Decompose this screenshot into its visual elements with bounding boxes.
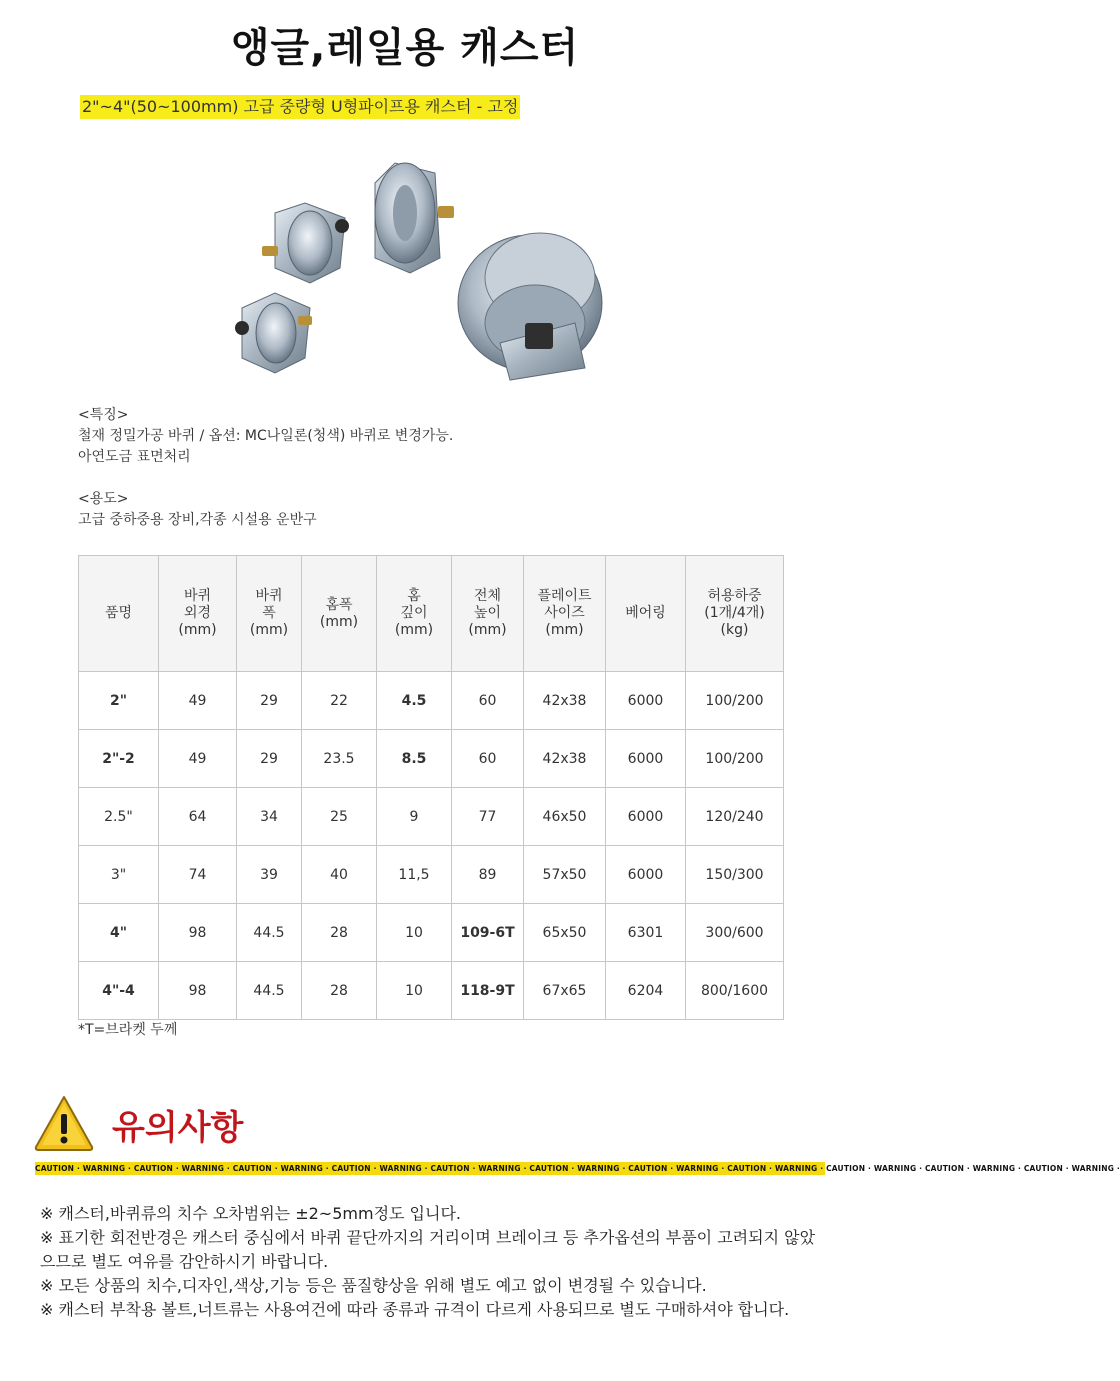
header-cell: 바퀴 폭 (mm)	[237, 556, 302, 672]
table-cell: 44.5	[237, 904, 302, 962]
table-row	[79, 788, 784, 846]
features-heading: <특징>	[78, 407, 129, 423]
product-photo	[180, 118, 660, 390]
spec-table	[78, 555, 784, 1020]
table-cell: 8.5	[377, 730, 452, 788]
header-cell: 품명	[79, 556, 159, 672]
table-cell: 4.5	[377, 672, 452, 730]
caution-note: ※ 캐스터 부착용 볼트,너트류는 사용여건에 따라 종류과 규격이 다르게 사용되므로 별도 구매하셔야 합니다.	[40, 1300, 790, 1319]
table-cell: 57x50	[524, 846, 606, 904]
table-cell: 10	[377, 904, 452, 962]
table-cell: 40	[302, 846, 377, 904]
table-cell: 9	[377, 788, 452, 846]
caution-strip: CAUTION · WARNING · CAUTION · WARNING · CAUTION · WARNING · CAUTION · WARNING · CAUTION · WARNING · CAUTION · WARNING · CAUTION · WARNING · CAUTION · WARNING · CAUTION · WARNING · CAUTION · WARNING · CAUTION · WARNING ·	[35, 1164, 1120, 1173]
table-cell: 150/300	[686, 846, 784, 904]
features-section	[78, 405, 453, 468]
header-cell: 홈 깊이 (mm)	[377, 556, 452, 672]
warning-triangle-icon	[33, 1094, 95, 1152]
table-cell: 100/200	[686, 730, 784, 788]
table-cell: 29	[237, 672, 302, 730]
table-row	[79, 962, 784, 1020]
table-cell: 6204	[606, 962, 686, 1020]
header-cell: 홈폭 (mm)	[302, 556, 377, 672]
table-cell: 2"	[79, 672, 159, 730]
caution-notes	[40, 1202, 820, 1322]
table-cell: 44.5	[237, 962, 302, 1020]
page-title: 앵글,레일용 캐스터	[230, 25, 580, 71]
table-footnote: *T=브라켓 두께	[78, 1022, 178, 1038]
table-row	[79, 672, 784, 730]
table-cell: 98	[159, 962, 237, 1020]
table-cell: 25	[302, 788, 377, 846]
table-cell: 4"-4	[79, 962, 159, 1020]
table-cell: 98	[159, 904, 237, 962]
table-cell: 67x65	[524, 962, 606, 1020]
table-cell: 6000	[606, 730, 686, 788]
usage-heading: <용도>	[78, 491, 129, 507]
features-line-1: 철재 정밀가공 바퀴 / 옵션: MC나일론(청색) 바퀴로 변경가능.	[78, 428, 454, 444]
features-line-2: 아연도금 표면처리	[78, 449, 191, 465]
table-row	[79, 904, 784, 962]
table-cell: 3"	[79, 846, 159, 904]
table-cell: 42x38	[524, 672, 606, 730]
table-cell: 4"	[79, 904, 159, 962]
table-cell: 800/1600	[686, 962, 784, 1020]
caution-note: ※ 모든 상품의 치수,디자인,색상,기능 등은 품질향상을 위해 별도 예고 없이 변경될 수 있습니다.	[40, 1276, 707, 1295]
table-cell: 2"-2	[79, 730, 159, 788]
caster-large	[458, 233, 602, 380]
table-cell: 49	[159, 730, 237, 788]
header-cell: 바퀴 외경 (mm)	[159, 556, 237, 672]
table-cell: 6000	[606, 788, 686, 846]
usage-section	[78, 489, 317, 531]
table-cell: 6301	[606, 904, 686, 962]
table-cell: 64	[159, 788, 237, 846]
table-cell: 60	[452, 672, 524, 730]
header-cell: 플레이트 사이즈 (mm)	[524, 556, 606, 672]
table-cell: 39	[237, 846, 302, 904]
table-header-row	[79, 556, 784, 672]
table-cell: 46x50	[524, 788, 606, 846]
table-cell: 77	[452, 788, 524, 846]
table-cell: 109-6T	[452, 904, 524, 962]
table-cell: 100/200	[686, 672, 784, 730]
table-cell: 118-9T	[452, 962, 524, 1020]
table-cell: 89	[452, 846, 524, 904]
table-cell: 74	[159, 846, 237, 904]
header-cell: 전체 높이 (mm)	[452, 556, 524, 672]
table-cell: 2.5"	[79, 788, 159, 846]
table-cell: 65x50	[524, 904, 606, 962]
table-row	[79, 730, 784, 788]
caution-note: ※ 캐스터,바퀴류의 치수 오차범위는 ±2~5mm정도 입니다.	[40, 1204, 462, 1223]
table-row	[79, 846, 784, 904]
product-subtitle: 2"~4"(50~100mm) 고급 중량형 U형파이프용 캐스터 - 고정	[80, 95, 520, 119]
table-cell: 60	[452, 730, 524, 788]
table-cell: 10	[377, 962, 452, 1020]
table-cell: 49	[159, 672, 237, 730]
header-cell: 허용하중 (1개/4개) (kg)	[686, 556, 784, 672]
table-cell: 300/600	[686, 904, 784, 962]
table-cell: 120/240	[686, 788, 784, 846]
table-cell: 6000	[606, 672, 686, 730]
caster-medium	[375, 163, 454, 273]
table-cell: 6000	[606, 846, 686, 904]
header-cell: 베어링	[606, 556, 686, 672]
table-cell: 28	[302, 904, 377, 962]
table-cell: 23.5	[302, 730, 377, 788]
caution-note: ※ 표기한 회전반경은 캐스터 중심에서 바퀴 끝단까지의 거리이며 브레이크 등 추가옵션의 부품이 고려되지 않았으므로 별도 여유를 감안하시기 바랍니다.	[40, 1228, 816, 1271]
table-cell: 28	[302, 962, 377, 1020]
table-cell: 11,5	[377, 846, 452, 904]
table-cell: 42x38	[524, 730, 606, 788]
caution-title: 유의사항	[112, 1108, 244, 1148]
table-cell: 22	[302, 672, 377, 730]
table-cell: 29	[237, 730, 302, 788]
table-cell: 34	[237, 788, 302, 846]
caster-small-1	[262, 203, 349, 283]
usage-line-1: 고급 중하중용 장비,각종 시설용 운반구	[78, 512, 317, 528]
caster-small-2	[235, 293, 312, 373]
